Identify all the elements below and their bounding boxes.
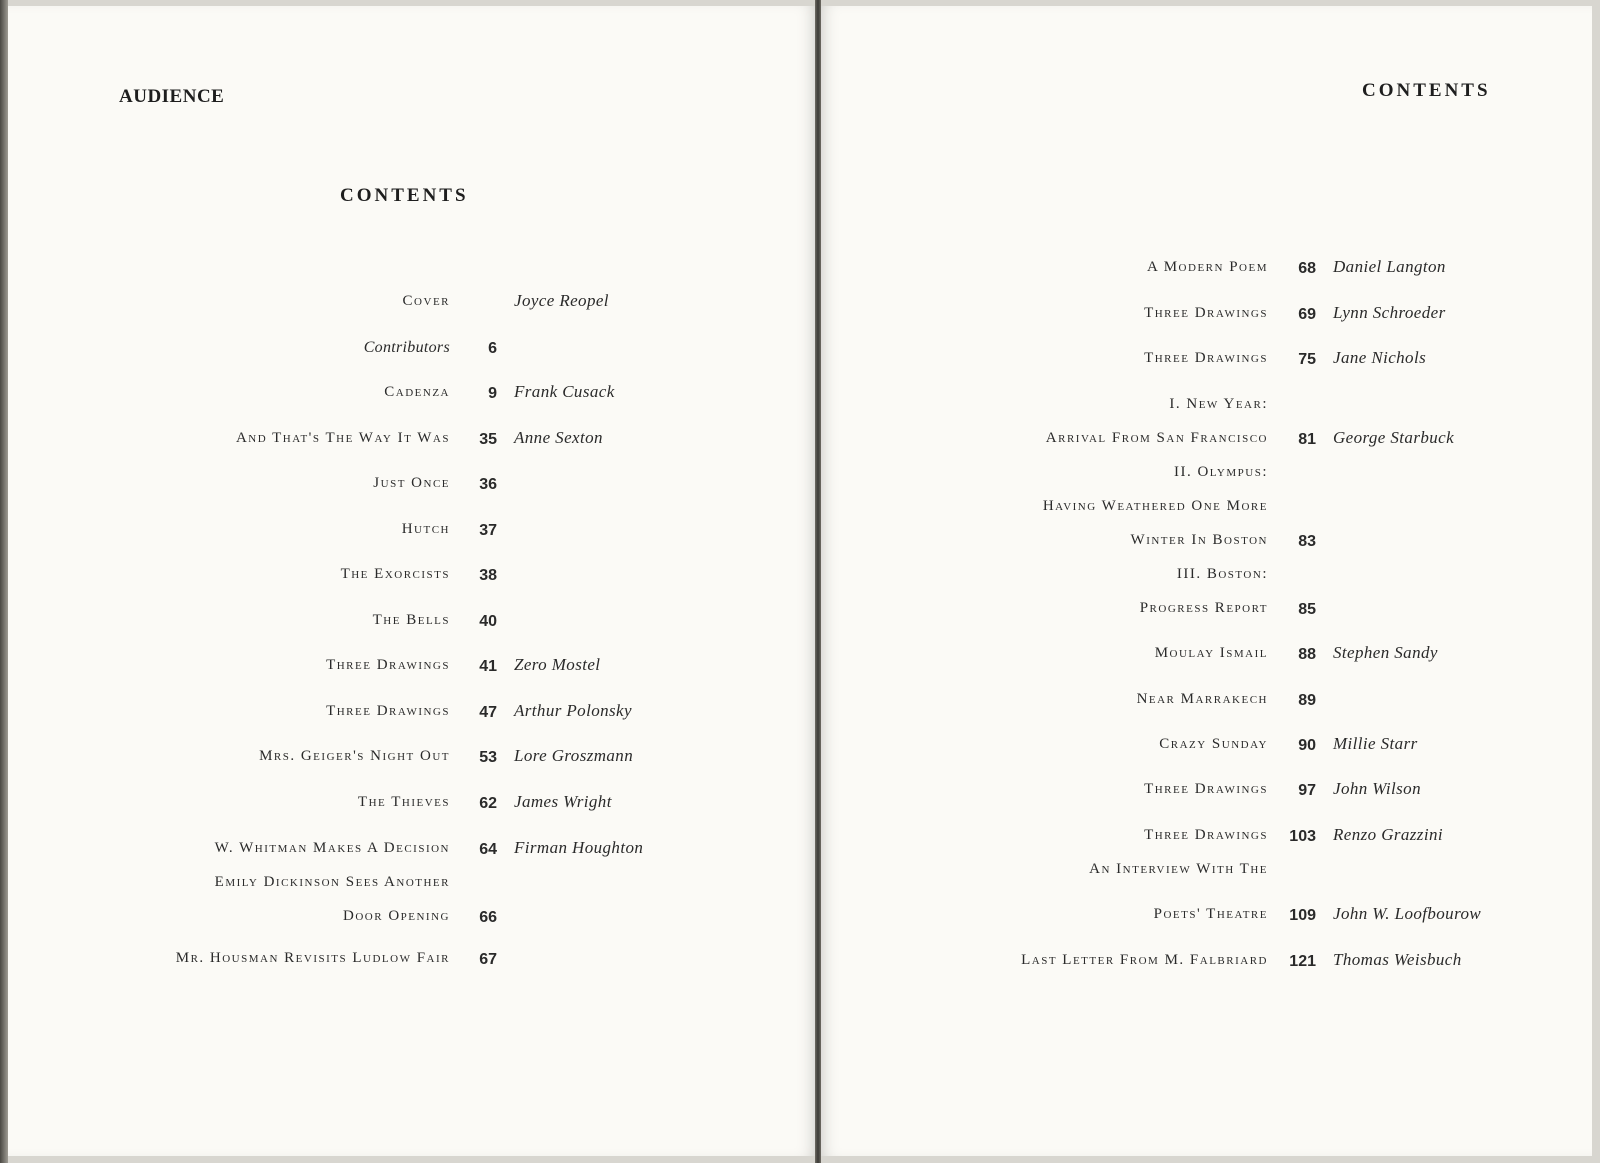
toc-entry bbox=[0, 645, 1600, 671]
toc-entry-page: 83 bbox=[1298, 533, 1316, 550]
toc-entry-page: 89 bbox=[1298, 692, 1316, 709]
toc-entry-title: W. Whitman Makes A Decision bbox=[214, 840, 450, 856]
toc-entry-author: Lore Groszmann bbox=[514, 746, 634, 765]
toc-entry-author: Zero Mostel bbox=[514, 655, 601, 674]
toc-entry bbox=[0, 396, 1600, 422]
toc-entry-author: Thomas Weisbuch bbox=[1333, 950, 1462, 969]
toc-entry-author: John Wilson bbox=[1333, 779, 1421, 798]
toc-entry-author: Stephen Sandy bbox=[1333, 643, 1438, 662]
toc-entry-page: 97 bbox=[1298, 782, 1316, 799]
toc-entry-page: 68 bbox=[1298, 260, 1316, 277]
toc-entry bbox=[0, 600, 1600, 626]
toc-entry-title: Cadenza bbox=[384, 384, 450, 400]
toc-title: CONTENTS bbox=[340, 185, 469, 206]
toc-entry bbox=[0, 350, 1600, 376]
toc-entry-page: 85 bbox=[1298, 601, 1316, 618]
toc-entry-title: Arrival From San Francisco bbox=[1045, 430, 1268, 446]
toc-entry-page: 40 bbox=[479, 613, 497, 630]
toc-entry-page: 88 bbox=[1298, 646, 1316, 663]
toc-entry-author: Firman Houghton bbox=[514, 838, 644, 857]
toc-entry-title: The Thieves bbox=[357, 794, 450, 810]
toc-entry-author: Millie Starr bbox=[1333, 734, 1418, 753]
toc-entry-title: Moulay Ismail bbox=[1154, 645, 1268, 661]
toc-entry-page: 37 bbox=[479, 522, 497, 539]
toc-entry bbox=[0, 464, 1600, 490]
toc-entry-title: III. Boston: bbox=[1176, 566, 1268, 582]
toc-entry bbox=[0, 691, 1600, 717]
toc-entry-title: Progress Report bbox=[1139, 600, 1268, 616]
toc-entry bbox=[0, 430, 1600, 456]
toc-entry-title: An Interview With The bbox=[1089, 861, 1268, 877]
toc-entry bbox=[0, 952, 1600, 978]
toc-entry-page: 69 bbox=[1298, 306, 1316, 323]
toc-entry-page: 75 bbox=[1298, 351, 1316, 368]
toc-entry-page: 41 bbox=[479, 658, 497, 675]
toc-entry-title: Crazy Sunday bbox=[1159, 736, 1268, 752]
toc-entry-author: Jane Nichols bbox=[1333, 348, 1427, 367]
toc-entry-author: Renzo Grazzini bbox=[1333, 825, 1443, 844]
toc-entry bbox=[0, 532, 1600, 558]
toc-entry-title: Hutch bbox=[401, 521, 450, 537]
toc-entry-title: Cover bbox=[402, 293, 450, 309]
toc-entry-title: I. New Year: bbox=[1169, 396, 1268, 412]
toc-entry-page: 9 bbox=[488, 385, 497, 402]
toc-entry-title: Mrs. Geiger's Night Out bbox=[259, 748, 450, 764]
toc-entry-author: John W. Loofbourow bbox=[1333, 904, 1482, 923]
toc-entry-page: 6 bbox=[488, 340, 497, 357]
toc-entry-page: 62 bbox=[479, 795, 497, 812]
toc-entry-title: And That's The Way It Was bbox=[235, 430, 450, 446]
toc-entry bbox=[0, 498, 1600, 524]
toc-entry-title: Winter In Boston bbox=[1130, 532, 1268, 548]
toc-entry-title: Poets' Theatre bbox=[1153, 906, 1268, 922]
toc-entry-title: Three Drawings bbox=[326, 657, 450, 673]
toc-entry-author: James Wright bbox=[514, 792, 612, 811]
toc-entry-page: 121 bbox=[1289, 953, 1316, 970]
toc-entry-title: Contributors bbox=[363, 339, 450, 356]
toc-entry-page: 90 bbox=[1298, 737, 1316, 754]
toc-entry-title: Last Letter From M. Falbriard bbox=[1021, 952, 1268, 968]
toc-entry-page: 67 bbox=[479, 951, 497, 968]
toc-entry-title: Door Opening bbox=[343, 908, 450, 924]
toc-entry-page: 35 bbox=[479, 431, 497, 448]
toc-entry bbox=[0, 906, 1600, 932]
toc-entry bbox=[0, 827, 1600, 853]
left-running-head: AUDIENCE bbox=[119, 86, 225, 107]
toc-entry bbox=[0, 736, 1600, 762]
toc-entry bbox=[0, 305, 1600, 331]
toc-entry-title: Three Drawings bbox=[326, 703, 450, 719]
toc-entry bbox=[0, 566, 1600, 592]
toc-entry-page: 53 bbox=[479, 749, 497, 766]
toc-entry-title: Near Marrakech bbox=[1136, 691, 1268, 707]
toc-entry-author: Arthur Polonsky bbox=[514, 701, 632, 720]
toc-entry-title: Three Drawings bbox=[1144, 305, 1268, 321]
toc-entry-title: Three Drawings bbox=[1144, 827, 1268, 843]
toc-entry-author: Frank Cusack bbox=[514, 382, 615, 401]
toc-entry-title: II. Olympus: bbox=[1173, 464, 1268, 480]
toc-entry-page: 36 bbox=[479, 476, 497, 493]
toc-entry-author: Lynn Schroeder bbox=[1333, 303, 1446, 322]
toc-entry-title: Just Once bbox=[373, 475, 450, 491]
toc-entry-page: 38 bbox=[479, 567, 497, 584]
toc-entry-title: The Bells bbox=[372, 612, 450, 628]
toc-entry-page: 103 bbox=[1289, 828, 1316, 845]
toc-entry-title: Having Weathered One More bbox=[1042, 498, 1268, 514]
toc-entry-page: 109 bbox=[1289, 907, 1316, 924]
toc-entry-page: 66 bbox=[479, 909, 497, 926]
toc-entry-page: 47 bbox=[479, 704, 497, 721]
toc-entry-title: Mr. Housman Revisits Ludlow Fair bbox=[175, 950, 450, 966]
toc-entry-author: Daniel Langton bbox=[1333, 257, 1446, 276]
right-running-head: CONTENTS bbox=[1362, 80, 1491, 101]
toc-entry-title: Three Drawings bbox=[1144, 781, 1268, 797]
toc-entry-page: 81 bbox=[1298, 431, 1316, 448]
toc-entry-title: The Exorcists bbox=[340, 566, 450, 582]
toc-entry-page: 64 bbox=[479, 841, 497, 858]
toc-entry-title: Emily Dickinson Sees Another bbox=[214, 874, 450, 890]
toc-entry-title: Three Drawings bbox=[1144, 350, 1268, 366]
toc-entry-author: Anne Sexton bbox=[514, 428, 603, 447]
toc-entry-author: Joyce Reopel bbox=[514, 291, 609, 310]
toc-entry bbox=[0, 259, 1600, 285]
toc-entry-title: A Modern Poem bbox=[1146, 259, 1268, 275]
toc-entry bbox=[0, 861, 1600, 887]
toc-entry-author: George Starbuck bbox=[1333, 428, 1455, 447]
toc-entry bbox=[0, 781, 1600, 807]
